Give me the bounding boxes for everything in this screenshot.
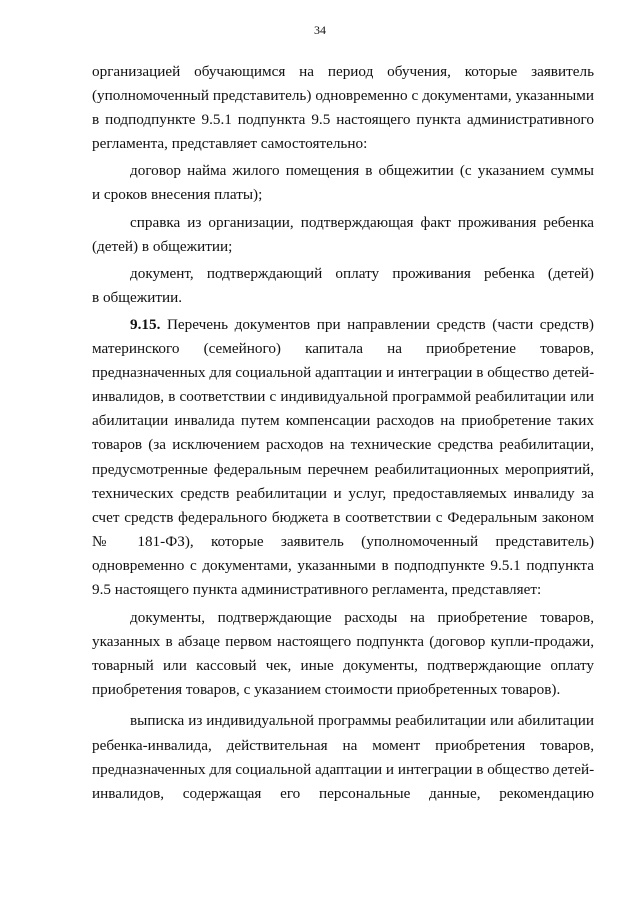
text-line: договор найма жилого помещения в общежитии (с указанием суммы [130,162,594,180]
text-line: товарный или кассовый чек, иные документы, подтверждающие оплату [92,657,594,675]
paragraph-section-9-15 [92,313,594,602]
text-line: предусмотренные федеральным перечнем реабилитационных мероприятий, [92,460,594,478]
text-line: № 181-ФЗ), которые заявитель (уполномоченный представитель) [92,532,594,550]
text-line: предназначенных для социальной адаптации и интеграции в общество детей- [92,364,594,382]
text-line: в подподпункте 9.5.1 подпункта 9.5 настоящего пункта административного [92,111,594,129]
text-line: организацией обучающимся на период обучения, которые заявитель [92,63,594,80]
text-line: товаров (за исключением расходов на технические средства реабилитации, [92,436,594,454]
text-line: технических средств реабилитации и услуг, предоставляемых инвалиду за [92,484,594,502]
paragraph-expense-documents [92,606,594,702]
paragraph-continuation [92,60,594,156]
text-line: приобретения товаров, с указанием стоимости приобретенных товаров). [92,681,561,699]
paragraph-program-extract [92,709,594,805]
text-line: документ, подтверждающий оплату проживания ребенка (детей) [130,264,594,282]
paragraph-contract [92,159,594,207]
text-line: предназначенных для социальной адаптации и интеграции в общество детей- [92,760,594,778]
text-line: одновременно с документами, указанными в подподпункте 9.5.1 подпункта [92,556,594,574]
text-line: инвалидов, в соответствии с индивидуальной программой реабилитации или [92,388,594,406]
text-line: ребенка-инвалида, действительная на момент приобретения товаров, [92,736,594,754]
text-line: справка из организации, подтверждающая факт проживания ребенка [130,213,594,231]
text-line: инвалидов, содержащая его персональные данные, рекомендацию [92,784,594,802]
text-line: счет средств федерального бюджета в соответствии с Федеральным законом [92,508,594,526]
document-body [92,60,594,806]
text-line: и сроков внесения платы); [92,186,263,204]
text-line: абилитации инвалида путем компенсации расходов на приобретение таких [92,412,594,430]
text-line [92,313,594,337]
text-line: (детей) в общежитии; [92,237,233,255]
text-line: материнского (семейного) капитала на приобретение товаров, [92,340,594,358]
paragraph-payment-document [92,262,594,310]
section-number: 9.15. [130,315,161,333]
text-fragment: Перечень документов при направлении средств (части средств) [160,315,594,333]
text-line: (уполномоченный представитель) одновременно с документами, указанными [92,87,594,105]
paragraph-certificate [92,211,594,259]
text-line: документы, подтверждающие расходы на приобретение товаров, [130,609,594,627]
text-line: выписка из индивидуальной программы реабилитации или абилитации [130,712,594,730]
page-number: 34 [314,23,326,37]
text-line: указанных в абзаце первом настоящего подпункта (договор купли-продажи, [92,633,594,651]
text-line: регламента, представляет самостоятельно: [92,135,368,153]
text-line: 9.5 настоящего пункта административного регламента, представляет: [92,580,542,598]
text-line: в общежитии. [92,288,183,306]
